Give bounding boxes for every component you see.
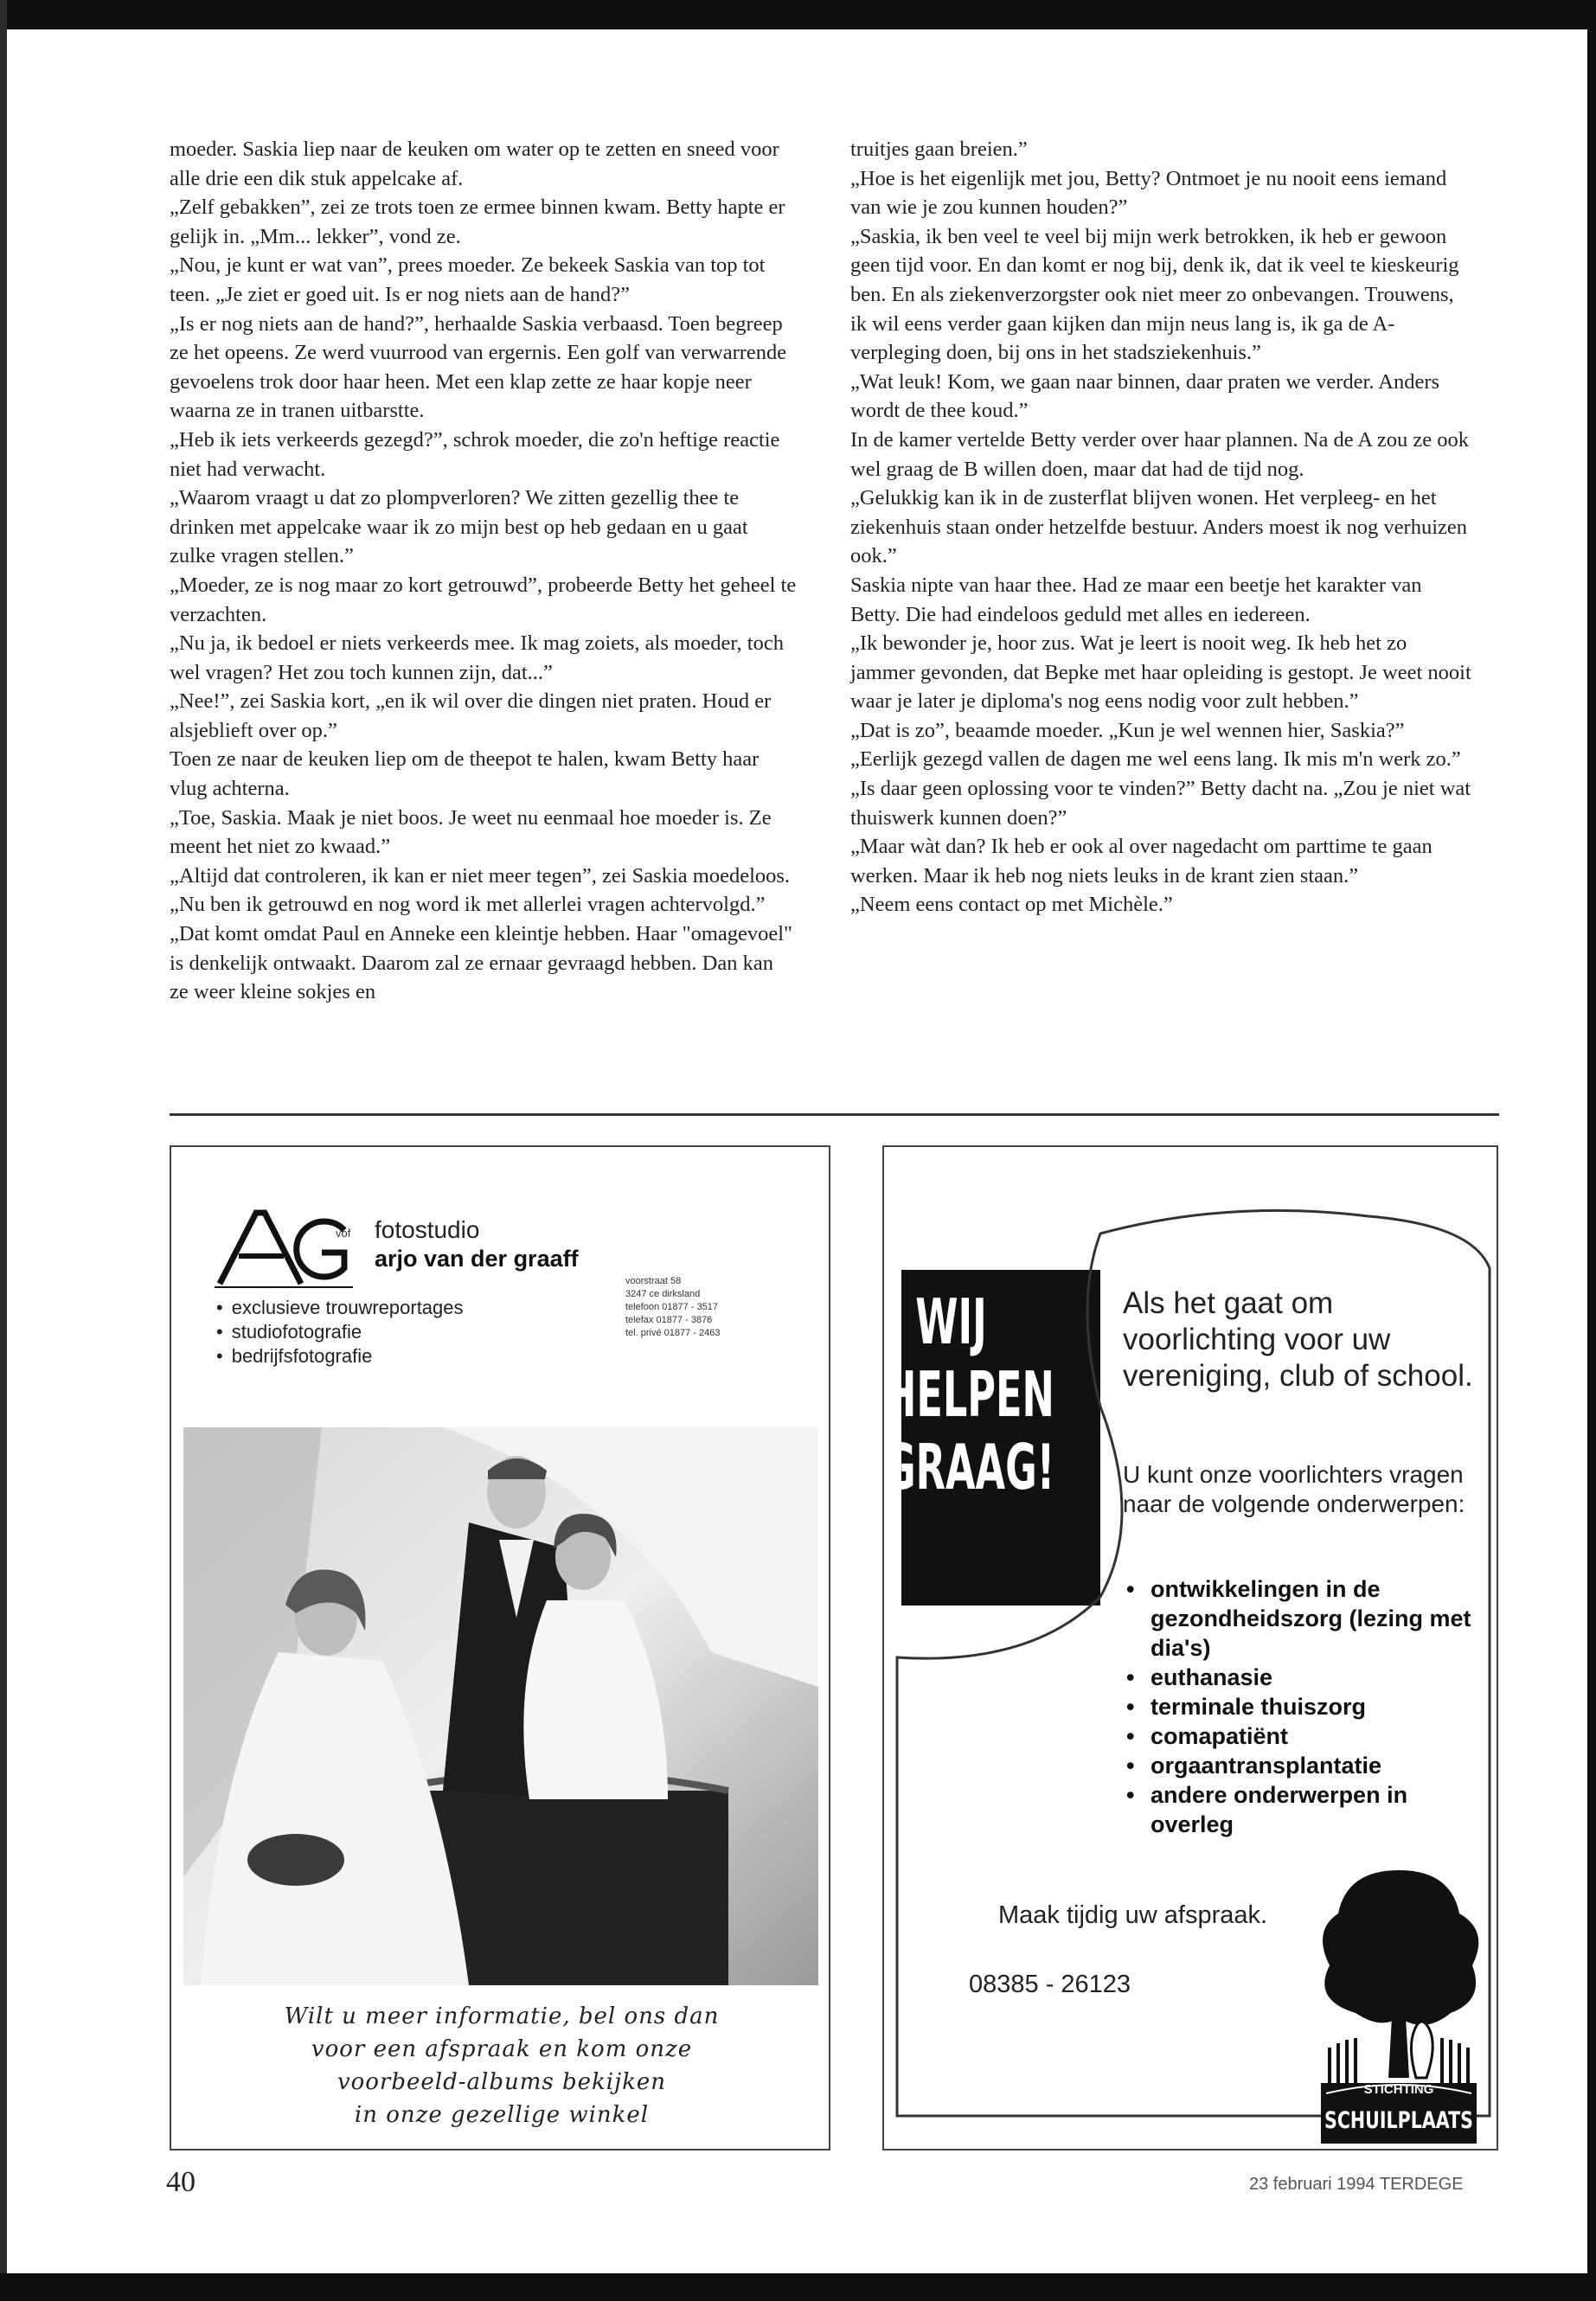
ad-subintro-text: U kunt onze voorlichters vragen naar de volgende onderwerpen:: [1123, 1461, 1465, 1517]
contact-details: [625, 1275, 720, 1340]
slogan-line: Wilt u meer informatie, bel ons dan: [284, 2003, 720, 2029]
article-paragraph: „Zelf gebakken”, zei ze trots toen ze ermee binnen kwam. Betty hapte er gelijk in. „Mm... lekker”, vond ze.: [170, 195, 785, 248]
ag-logo: [215, 1204, 353, 1291]
article-paragraph: „Nu ja, ik bedoel er niets verkeerds mee. Ik mag zoiets, als moeder, toch wel vragen? Het zou toch kunnen zijn, dat...”: [170, 631, 784, 684]
page-number: 40: [166, 2166, 195, 2198]
topic-list: [1123, 1574, 1486, 1839]
article-paragraph: „Gelukkig kan ik in de zusterflat blijven wonen. Het verpleeg- en het ziekenhuis staan onder hetzelfde bestuur. Anders moest ik nog verhuizen ook.”: [850, 486, 1468, 568]
topic-item: • comapatiënt: [1123, 1721, 1486, 1751]
article-paragraph: „Dat komt omdat Paul en Anneke een kleintje hebben. Haar "omagevoel" is denkelijk ontwaakt. Daarom zal ze ernaar gevraagd hebben. Dan kan ze weer kleine sokjes en: [170, 922, 793, 1004]
article-paragraph: „Ik bewonder je, hoor zus. Wat je leert is nooit weg. Ik heb het zo jammer gevonden, dat Bepke met haar opleiding is gestopt. Je weet nooit waar je later je diploma's nog eens nodig voor zult hebben.”: [850, 631, 1471, 714]
article-paragraph: „Nee!”, zei Saskia kort, „en ik wil over die dingen niet praten. Houd er alsjeblieft over op.”: [170, 689, 772, 742]
article-paragraph: „Neem eens contact op met Michèle.”: [850, 893, 1173, 917]
contact-line: telefax 01877 - 3876: [625, 1315, 713, 1325]
fotostudio-slogan: [206, 2000, 798, 2131]
article-paragraph: „Is daar geen oplossing voor te vinden?” Betty dacht na. „Zou je niet wat thuiswerk kunnen doen?”: [850, 777, 1471, 830]
slogan-line: in onze gezellige winkel: [354, 2102, 650, 2128]
wedding-photo: [183, 1427, 818, 1985]
topic-item: • orgaantransplantatie: [1123, 1751, 1486, 1780]
article-paragraph: Toen ze naar de keuken liep om de theepot te halen, kwam Betty haar vlug achterna.: [170, 747, 760, 801]
scan-border-bottom: [0, 2273, 1596, 2301]
topic-item: • ontwikkelingen in de gezondheidszorg (lezing met dia's): [1123, 1574, 1486, 1663]
article-paragraph: „Maar wàt dan? Ik heb er ook al over nagedacht om parttime te gaan werken. Maar ik heb nog niets leuks in de krant zien staan.”: [850, 835, 1433, 888]
topic-item: • euthanasie: [1123, 1663, 1486, 1692]
contact-line: telefoon 01877 - 3517: [625, 1302, 719, 1312]
article-paragraph: „Waarom vraagt u dat zo plompverloren? We zitten gezellig thee te drinken met appelcake waar ik zo mijn best op heb gedaan en u gaat zulke vragen stellen.”: [170, 486, 748, 568]
scan-border-top: [0, 0, 1596, 29]
contact-line: 3247 ce dirksland: [625, 1289, 701, 1299]
studio-prefix: vof: [336, 1227, 351, 1240]
article-paragraph: „Is er nog niets aan de hand?”, herhaalde Saskia verbaasd. Toen begreep ze het opeens. Ze werd vuurrood van ergernis. Een golf van verwarrende gevoelens trok door haar heen. Met een klap zette ze haar kopje neer waarna ze in tranen uitbarstte.: [170, 311, 787, 423]
article-paragraph: „Altijd dat controleren, ik kan er niet meer tegen”, zei Saskia moedeloos. „Nu ben ik getrouwd en nog word ik met allerlei vragen achtervolgd.”: [170, 863, 791, 917]
article-paragraph: Saskia nipte van haar thee. Had ze maar een beetje het karakter van Betty. Die had eindeloos geduld met alles en iedereen.: [850, 573, 1422, 626]
article-paragraph: „Hoe is het eigenlijk met jou, Betty? Ontmoet je nu nooit eens iemand van wie je zou kunnen houden?”: [850, 166, 1447, 220]
wij-helpen-graag-headline: WIJ HELPEN GRAAG!: [884, 1285, 1055, 1503]
schuilplaats-tree-logo: [1312, 1862, 1485, 2147]
topic-item: • terminale thuiszorg: [1123, 1692, 1486, 1721]
appointment-cta: Maak tijdig uw afspraak.: [998, 1901, 1268, 1929]
phone-number: 08385 - 26123: [969, 1971, 1131, 1998]
service-item: • bedrijfsfotografie: [216, 1344, 464, 1368]
ad-schuilplaats: [882, 1145, 1498, 2150]
logo-stichting-text: STICHTING: [1363, 2082, 1434, 2097]
article-paragraph: „Wat leuk! Kom, we gaan naar binnen, daar praten we verder. Anders wordt de thee koud.”: [850, 369, 1440, 423]
slogan-line: voorbeeld-albums bekijken: [337, 2069, 667, 2095]
contact-line: tel. privé 01877 - 2463: [625, 1328, 721, 1338]
scan-border-left: [0, 0, 7, 2301]
article-paragraph: „Dat is zo”, beaamde moeder. „Kun je wel wennen hier, Saskia?”: [850, 718, 1405, 742]
studio-owner: arjo van der graaff: [375, 1246, 579, 1272]
slogan-line: voor een afspraak en kom onze: [311, 2036, 693, 2062]
article-paragraph: „Eerlijk gezegd vallen de dagen me wel eens lang. Ik mis m'n werk zo.”: [850, 747, 1461, 772]
article-paragraph: In de kamer vertelde Betty verder over haar plannen. Na de A zou ze ook wel graag de B willen doen, maar dat had de tijd nog.: [850, 427, 1469, 481]
service-item: • exclusieve trouwreportages: [216, 1296, 464, 1320]
article-paragraph: „Moeder, ze is nog maar zo kort getrouwd”, probeerde Betty het geheel te verzachten.: [170, 573, 797, 626]
studio-name: fotostudio: [375, 1216, 480, 1243]
article-column-right: [850, 135, 1475, 1095]
topic-item: • andere onderwerpen in overleg: [1123, 1780, 1486, 1839]
section-divider: [170, 1113, 1499, 1116]
ad-fotostudio: [170, 1145, 830, 2150]
scan-border-right: [1587, 0, 1596, 2301]
ad-intro-text: Als het gaat om voorlichting voor uw vereniging, club of school.: [1123, 1286, 1473, 1393]
article-paragraph: „Heb ik iets verkeerds gezegd?”, schrok moeder, die zo'n heftige reactie niet had verwacht.: [170, 427, 780, 481]
service-list: [216, 1296, 464, 1368]
issue-date-line: 23 februari 1994 TERDEGE: [1249, 2175, 1464, 2194]
service-item: • studiofotografie: [216, 1320, 464, 1344]
article-paragraph: „Saskia, ik ben veel te veel bij mijn werk betrokken, ik heb er gewoon geen tijd voor. En dan komt er nog bij, denk ik, dat ik veel te kieskeurig ben. En als ziekenverzorgster ook niet meer zo onbevangen. Trouwens, ik wil eens verder gaan kijken dan mijn neus lang is, ik ga de A-verpleging doen, bij ons in het stadsziekenhuis.”: [850, 224, 1459, 365]
logo-schuilplaats-text: SCHUILPLAATS: [1324, 2107, 1473, 2134]
article-paragraph: „Toe, Saskia. Maak je niet boos. Je weet nu eenmaal hoe moeder is. Ze meent het niet zo kwaad.”: [170, 805, 772, 859]
article-paragraph: truitjes gaan breien.”: [850, 138, 1028, 161]
contact-line: voorstraat 58: [625, 1276, 682, 1286]
article-paragraph: moeder. Saskia liep naar de keuken om water op te zetten en sneed voor alle drie een dik stuk appelcake af.: [170, 138, 779, 190]
article-paragraph: „Nou, je kunt er wat van”, prees moeder. Ze bekeek Saskia van top tot teen. „Je ziet er goed uit. Is er nog niets aan de hand?”: [170, 253, 766, 306]
article-column-left: [170, 135, 797, 1095]
